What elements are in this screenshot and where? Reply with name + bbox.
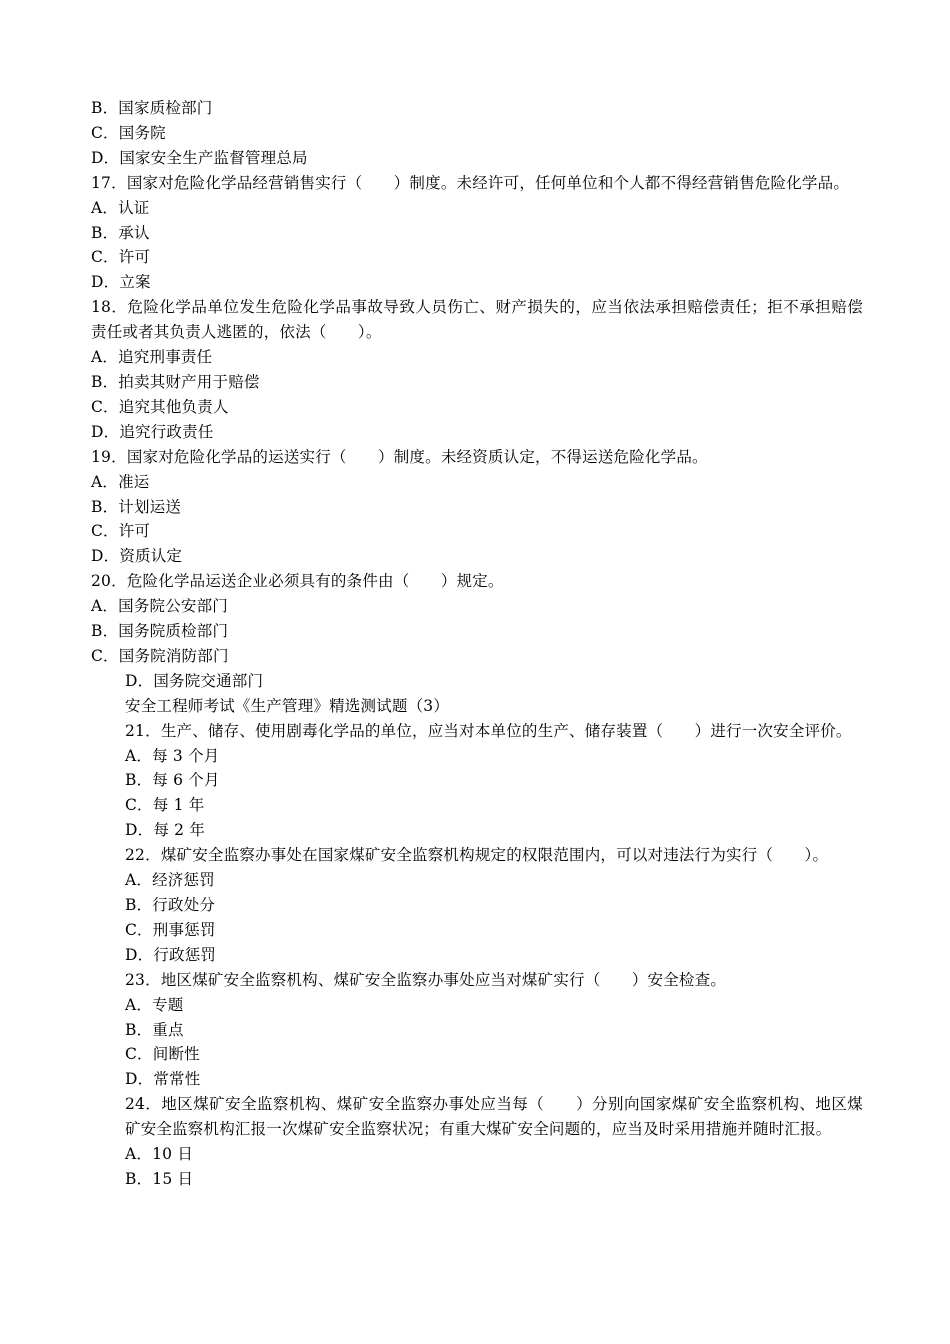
text-line: B．每 6 个月 (125, 771, 220, 790)
text-line: A．准运 (91, 472, 150, 491)
text-line: B．计划运送 (91, 497, 182, 516)
text-line: B．15 日 (125, 1169, 194, 1188)
text-line: A．10 日 (125, 1145, 194, 1164)
text-line: D．资质认定 (91, 547, 183, 566)
text-line: 19．国家对危险化学品的运送实行（ ）制度。未经资质认定，不得运送危险化学品。 (91, 447, 708, 466)
text-line: B．国家质检部门 (91, 99, 213, 117)
text-line: A．每 3 个月 (125, 746, 220, 765)
text-line: 21．生产、储存、使用剧毒化学品的单位，应当对本单位的生产、储存装置（ ）进行一次安全评价。 (125, 721, 852, 740)
text-line: A．经济惩罚 (125, 871, 215, 890)
text-line: D．国务院交通部门 (125, 671, 264, 690)
text-line: B．国务院质检部门 (91, 622, 229, 641)
document-page (91, 96, 863, 1192)
text-line: C．国务院 (91, 123, 166, 142)
text-line: C．追究其他负责人 (91, 397, 229, 416)
text-line: D．常常性 (125, 1070, 201, 1089)
text-line: 22．煤矿安全监察办事处在国家煤矿安全监察机构规定的权限范围内，可以对违法行为实行（ ）。 (125, 846, 829, 865)
text-line: 安全工程师考试《生产管理》精选测试题（3） (125, 696, 450, 715)
text-line: C．许可 (91, 248, 151, 267)
text-line: B．拍卖其财产用于赔偿 (91, 372, 260, 391)
text-line: 23．地区煤矿安全监察机构、煤矿安全监察办事处应当对煤矿实行（ ）安全检查。 (125, 970, 727, 989)
text-line: B．重点 (125, 1020, 184, 1039)
text-line: C．间断性 (125, 1045, 200, 1064)
text-line: D．立案 (91, 273, 151, 292)
text-line: D．追究行政责任 (91, 422, 214, 441)
text-line: D．行政惩罚 (125, 945, 217, 964)
text-line: 18．危险化学品单位发生危险化学品事故导致人员伤亡、财产损失的，应当依法承担赔偿责任；拒不承担赔偿责任或者其负责人逃匿的，依法（ ）。 (91, 298, 863, 342)
text-line: A．追究刑事责任 (91, 348, 213, 367)
text-line: C．国务院消防部门 (91, 646, 229, 665)
text-line: D．国家安全生产监督管理总局 (91, 148, 308, 167)
text-line: C．许可 (91, 522, 151, 541)
text-line: 17．国家对危险化学品经营销售实行（ ）制度。未经许可，任何单位和个人都不得经营销售危险化学品。 (91, 173, 850, 192)
text-line: A．认证 (91, 198, 150, 217)
text-line: C．每 1 年 (125, 796, 205, 815)
text-line: C．刑事惩罚 (125, 920, 216, 939)
text-line: 24．地区煤矿安全监察机构、煤矿安全监察办事处应当每（ ）分别向国家煤矿安全监察机构、地区煤矿安全监察机构汇报一次煤矿安全监察状况；有重大煤矿安全问题的，应当及时采用措施并随时汇报。 (125, 1095, 863, 1139)
text-line: B．承认 (91, 223, 150, 242)
text-line: B．行政处分 (125, 896, 216, 914)
text-line: D．每 2 年 (125, 821, 206, 840)
text-line: A．专题 (125, 995, 184, 1014)
text-line: A．国务院公安部门 (91, 597, 228, 616)
text-line: 20．危险化学品运送企业必须具有的条件由（ ）规定。 (91, 572, 504, 591)
